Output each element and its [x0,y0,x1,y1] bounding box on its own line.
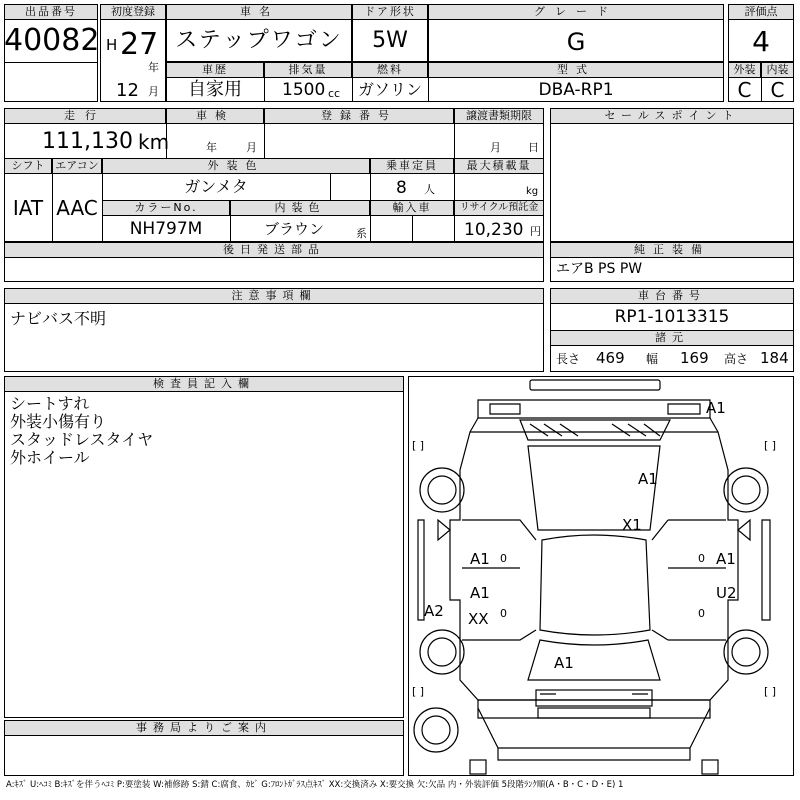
interior-color-unit: 系 [356,227,367,240]
displacement-unit: cc [328,87,341,100]
reg-year: 27 [120,27,159,62]
car-name-label: 車名 [166,4,352,20]
reg-number-label: 登録番号 [264,108,454,124]
interior-color: ブラウン [264,220,325,238]
damage-mark-roof: X1 [622,516,642,534]
inspector-note-1: シートすれ [10,394,90,413]
inspection-label: 車検 [166,108,264,124]
fuel-label: 燃料 [352,62,428,78]
shift-label: シフト [4,158,52,174]
bracket-right-top: [ ] [764,439,777,452]
width-label: 幅 [646,352,659,366]
office-label: 事務局よりご案内 [4,720,404,736]
grade-label: グレード [428,4,724,20]
damage-mark-left-side: A2 [424,602,444,620]
length: 469 [596,349,625,367]
first-registration-label: 初度登録 [100,4,166,20]
mileage-label: 走行 [4,108,166,124]
interior-label: 内装 [761,62,794,78]
reg-month-unit: 月 [148,85,159,98]
inspector-note-2: 外装小傷有り [10,412,107,431]
grade: G [566,28,586,56]
window-label-lr: 0 [500,607,507,620]
inspector-note-3: スタッドレスタイヤ [10,430,154,449]
dims-label: 諸元 [550,330,794,346]
color-label: 外装色 [102,158,370,174]
car-name: ステップワゴン [175,28,343,53]
chassis-number: RP1-1013315 [614,307,730,327]
length-label: 長さ [556,352,581,366]
inspection-year: 年 [206,141,217,154]
score-label: 評価点 [728,4,794,20]
history: 自家用 [188,79,242,100]
bracket-left-top: [ ] [412,439,425,452]
history-label: 車歴 [166,62,264,78]
interior-color-label: 内装色 [230,200,370,216]
exterior-label: 外装 [728,62,761,78]
recycle-unit: 円 [530,225,541,238]
recycle-fee: 10,230 [464,220,524,240]
lot-number: 40082 [4,23,100,58]
chassis-label: 車台番号 [550,288,794,304]
exterior-color: ガンメタ [184,177,248,196]
damage-mark-left-front-door: A1 [470,550,490,568]
damage-mark-left-rear-door: A1 [470,584,490,602]
notes-label: 注意事項欄 [4,288,544,304]
transfer-month: 月 [490,141,501,154]
window-label-rf: 0 [698,552,705,565]
damage-mark-front-bumper: A1 [706,399,726,417]
height-label: 高さ [724,352,749,366]
damage-mark-rear: A1 [554,654,574,672]
era: H [106,36,118,54]
capacity-unit: 人 [424,183,435,196]
ac-label: エアコン [52,158,102,174]
max-load-label: 最大積載量 [454,158,544,174]
mileage: 111,130 [42,129,133,154]
damage-mark-windshield: A1 [638,470,658,488]
damage-mark-left-rear-door-replaced: XX [468,610,489,628]
inspection-month: 月 [246,141,257,154]
recycle-label: リサイクル預託金 [454,200,544,216]
model-label: 型式 [428,62,724,78]
displacement: 1500 [282,80,326,100]
fuel: ガソリン [357,80,422,99]
mileage-unit: km [138,130,170,154]
import-label: 輸入車 [370,200,454,216]
max-load-unit: kg [526,186,539,197]
air-conditioner: AAC [56,196,98,220]
capacity: 8 [396,178,407,198]
door-label: ドア形状 [352,4,428,20]
inspector-label: 検査員記入欄 [4,376,404,392]
window-label-rr: 0 [698,607,705,620]
model: DBA-RP1 [538,80,614,100]
height: 184 [760,349,789,367]
score: 4 [752,25,770,58]
transfer-deadline-label: 譲渡書類期限 [454,108,544,124]
reg-year-unit: 年 [148,61,159,74]
door-type: 5W [372,28,408,53]
inspector-note-4: 外ホイール [10,448,90,467]
damage-mark-right-front-door: A1 [716,550,736,568]
damage-mark-right-rear-door: U2 [716,584,737,602]
bracket-left-bottom: [ ] [412,685,425,698]
color-number: NH797M [129,219,203,239]
exterior-grade: C [737,78,752,102]
interior-grade: C [770,78,785,102]
width: 169 [680,349,709,367]
bracket-right-bottom: [ ] [764,685,777,698]
capacity-label: 乗車定員 [370,158,454,174]
color-no-label: カラーNo. [102,200,230,216]
lot-number-label: 出品番号 [4,4,98,20]
reg-month: 12 [116,80,139,101]
equipment-label: 純正装備 [550,242,794,258]
notes: ナビバス不明 [10,309,107,328]
window-label-lf: 0 [500,552,507,565]
later-parts-label: 後日発送部品 [4,242,544,258]
equipment: エアB PS PW [556,261,643,277]
transfer-day: 日 [528,141,539,154]
sales-points-label: セールスポイント [550,108,794,124]
shift: IAT [12,196,44,220]
displacement-label: 排気量 [264,62,352,78]
legend: A:ｷｽﾞ U:ﾍｺﾐ B:ｷｽﾞを伴うﾍｺﾐ P:要塗装 W:補修跡 S:錆 C:腐食、ｶﾋﾞ G:ﾌﾛﾝﾄｶﾞﾗｽ点ｷｽﾞ XX:交換済み X:要交換 欠:欠品 内・外装評価 5段階ﾗﾝｸ順(A・B・C・D・E) 1 [6,780,624,790]
